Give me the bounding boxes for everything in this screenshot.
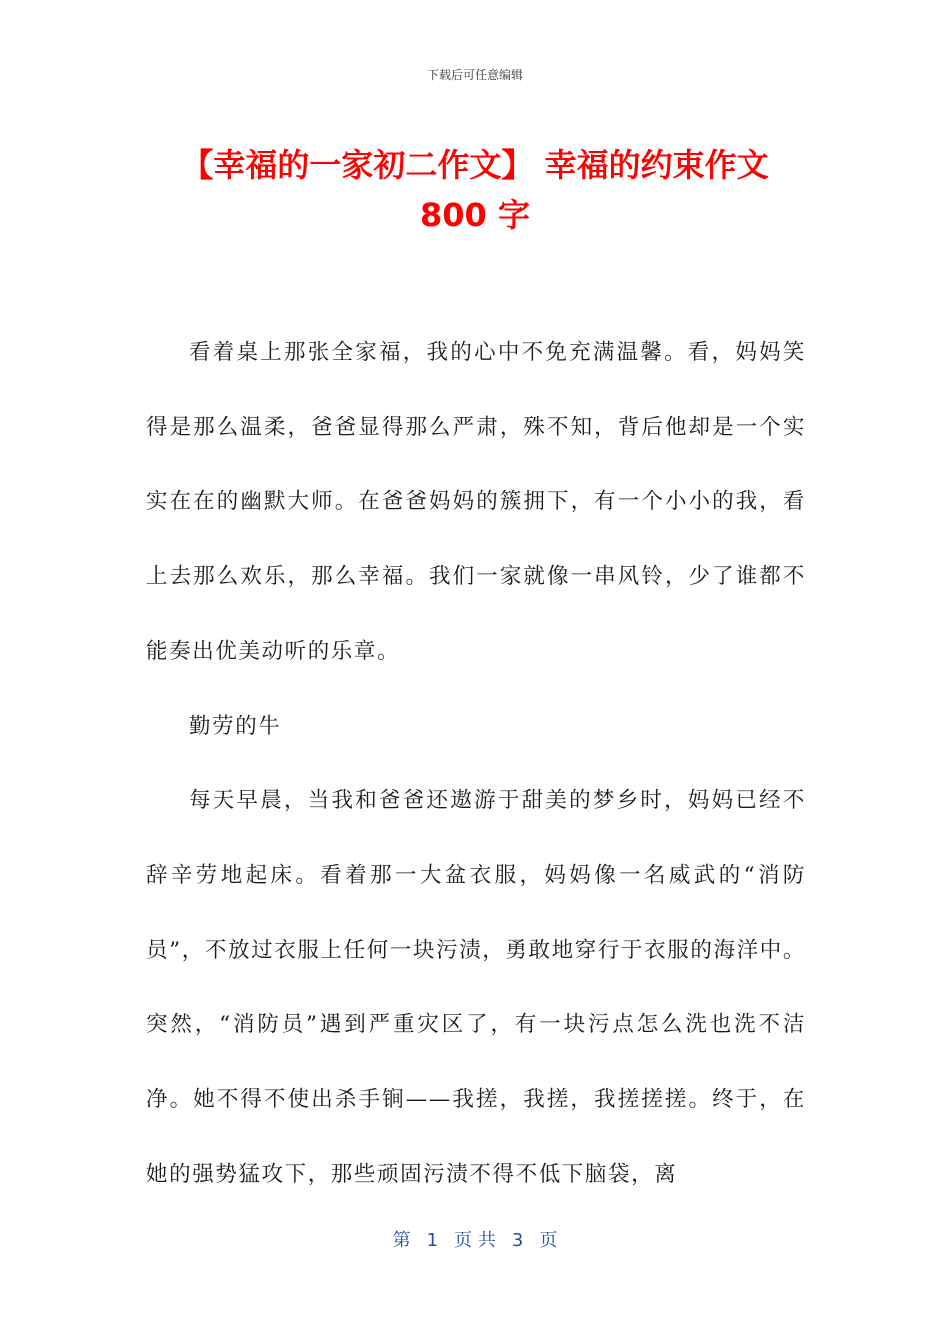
footer-prefix: 第: [392, 1230, 411, 1251]
paragraph: 看着桌上那张全家福，我的心中不免充满温馨。看，妈妈笑得是那么温柔，爸爸显得那么严肃，殊不知，背后他却是一个实实在在的幽默大师。在爸爸妈妈的簇拥下，有一个小小的我，看上去那么欢乐，那么幸福。我们一家就像一串风铃，少了谁都不能奏出优美动听的乐章。: [146, 340, 806, 664]
total-pages-number: 3: [511, 1230, 524, 1251]
page-footer: [0, 1226, 950, 1252]
footer-suffix: 页: [539, 1230, 558, 1251]
title-line-2: 800 字: [420, 196, 530, 234]
title-line-1: 【幸福的一家初二作文】 幸福的约束作文: [181, 146, 769, 184]
document-title: [100, 140, 850, 240]
current-page-number: 1: [426, 1230, 439, 1251]
paragraph: 勤劳的牛: [189, 713, 282, 739]
document-body: [146, 316, 806, 1212]
paragraph: 每天早晨，当我和爸爸还遨游于甜美的梦乡时，妈妈已经不辞辛劳地起床。看着那一大盆衣服，妈妈像一名威武的“消防员”，不放过衣服上任何一块污渍，勇敢地穿行于衣服的海洋中。突然，“消防员”遇到严重灾区了，有一块污点怎么洗也洗不洁净。她不得不使出杀手锏——我搓，我搓，我搓搓搓。终于，在她的强势猛攻下，那些顽固污渍不得不低下脑袋，离: [146, 788, 806, 1187]
header-note: 下载后可任意编辑: [426, 68, 523, 82]
footer-middle: 页 共: [454, 1230, 496, 1251]
